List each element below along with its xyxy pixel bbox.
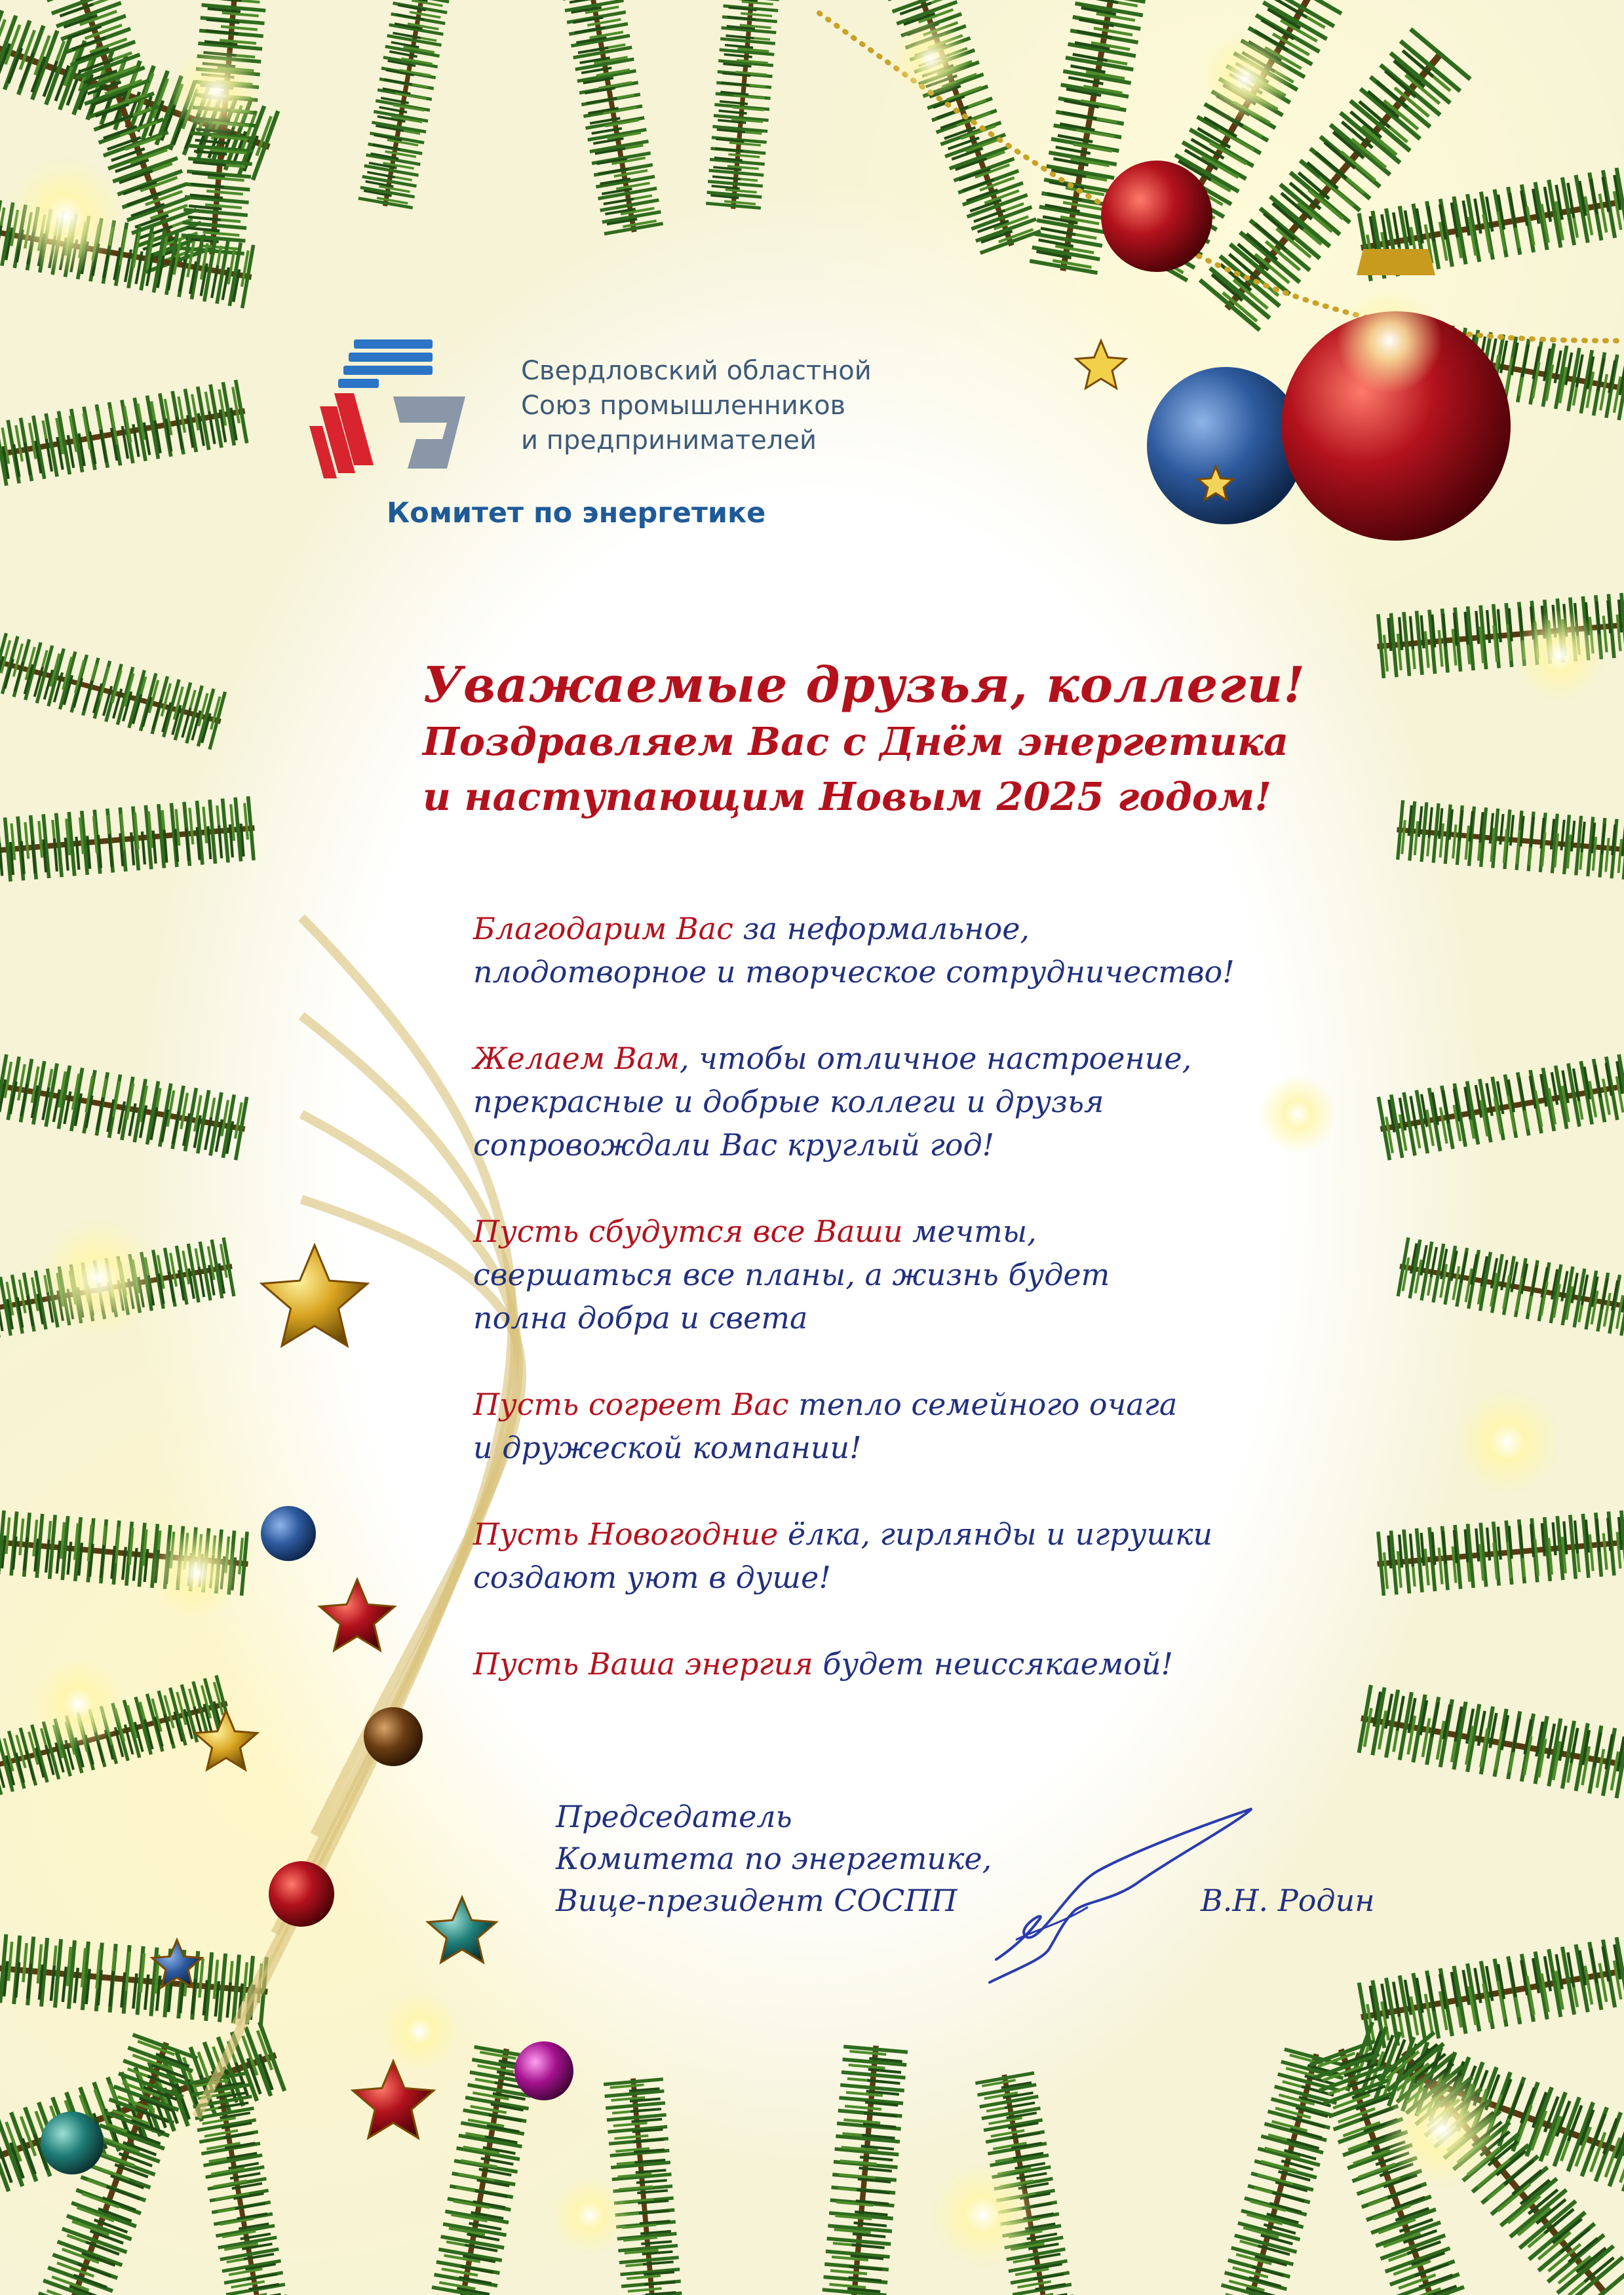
sparkle: [1514, 609, 1606, 701]
sparkle: [1337, 288, 1442, 393]
fir-branch: [1376, 1529, 1624, 1571]
sparkle: [380, 1992, 459, 2071]
fir-branch: [627, 2077, 666, 2295]
paragraph-text: полна добра и света: [473, 1300, 808, 1336]
signature-title-line: Комитета по энергетике,: [556, 1841, 992, 1876]
paragraph-text: свершаться все планы, а жизнь будет: [473, 1257, 1110, 1292]
teal-ornament: [41, 2112, 104, 2174]
sparkle: [39, 1219, 157, 1337]
headline-congrats: Поздравляем Вас с Днём энергетика: [423, 719, 1289, 764]
red-star-icon: [353, 2061, 434, 2138]
organization-name: [521, 354, 872, 458]
paragraph-text: сопровождали Вас круглый год!: [473, 1127, 995, 1163]
paragraph-lead: Желаем Вам: [473, 1041, 680, 1076]
blue-ornament: [261, 1506, 316, 1561]
paragraph-text: плодотворное и творческое сотрудничество!: [473, 954, 1235, 990]
paragraph-text: прекрасные и добрые коллеги и друзья: [473, 1084, 1104, 1119]
greeting-body: [473, 907, 1391, 1729]
brown-ornament: [364, 1707, 423, 1766]
fir-branch: [580, 0, 641, 234]
fir-branch: [0, 1074, 246, 1140]
paragraph-text: тепло семейного очага: [788, 1387, 1178, 1422]
sparkle: [151, 1527, 242, 1619]
sparkle: [170, 46, 262, 138]
paragraph-dreams: [473, 1210, 1391, 1340]
headline-greeting: Уважаемые друзья, коллеги!: [423, 656, 1306, 714]
paragraph-lead: Благодарим Вас: [473, 911, 733, 946]
signature-title-line: Вице-президент СОСПП: [556, 1883, 957, 1918]
paragraph-text: и дружеской компании!: [473, 1430, 862, 1465]
signature-title-line: Председатель: [556, 1799, 792, 1834]
fir-branch: [0, 649, 222, 731]
red-ornament: [269, 1861, 334, 1927]
paragraph-new-year: [473, 1513, 1391, 1599]
fir-branch: [0, 1958, 268, 2003]
paragraph-lead: Пусть сбудутся все Ваши: [473, 1214, 903, 1249]
small-star-icon: [1076, 341, 1126, 388]
fir-branch: [1359, 1954, 1624, 2025]
signatory-name: В.Н. Родин: [1201, 1883, 1375, 1918]
sparkle: [551, 2176, 629, 2254]
paragraph-text: ёлка, гирлянды и игрушки: [778, 1516, 1213, 1552]
fir-branch: [0, 820, 256, 862]
blue-bauble: [1147, 367, 1304, 524]
paragraph-text: создают уют в душе!: [473, 1560, 831, 1595]
paragraph-text: , чтобы отличное настроение,: [679, 1041, 1192, 1076]
paragraph-lead: Пусть Ваша энергия: [473, 1646, 813, 1682]
red-bauble-small: [1101, 161, 1212, 272]
red-star-icon: [320, 1579, 395, 1651]
paragraph-warmth: [473, 1383, 1391, 1469]
paragraph-text: мечты,: [902, 1214, 1037, 1249]
sparkle: [7, 157, 125, 275]
handwritten-signature: [976, 1796, 1278, 1992]
fir-branch: [1238, 2052, 1327, 2295]
org-name-line: Свердловский областной: [521, 356, 872, 386]
tree-top-star-icon: [261, 1245, 368, 1346]
headline: [423, 655, 1406, 824]
paragraph-wishes: [473, 1037, 1391, 1167]
fir-branch: [1378, 1070, 1624, 1136]
headline-new-year: и наступающим Новым 2025 годом!: [423, 774, 1272, 819]
fir-branch: [1399, 1256, 1624, 1317]
paragraph-lead: Пусть Новогодние: [473, 1516, 779, 1552]
paragraph-text: будет неиссякаемой!: [813, 1646, 1173, 1682]
fir-branch: [376, 0, 432, 207]
org-name-line: и предпринимателей: [521, 425, 817, 455]
paragraph-text: за неформальное,: [733, 911, 1030, 946]
sparkle: [1455, 1389, 1560, 1494]
sparkle: [33, 1658, 125, 1750]
fir-branch: [452, 2047, 518, 2295]
bauble-cap: [1357, 249, 1435, 275]
soyuz-logo-icon: [308, 334, 478, 485]
sparkle: [891, 20, 970, 98]
paragraph-thanks: [473, 907, 1391, 993]
green-star-icon: [428, 1897, 497, 1963]
sparkle: [1199, 33, 1291, 125]
magenta-ornament: [514, 2041, 573, 2100]
sparkle: [931, 2163, 1035, 2267]
sparkle: [1383, 2071, 1501, 2189]
fir-branch: [1359, 185, 1624, 256]
committee-name: Комитет по энергетике: [387, 497, 766, 530]
paragraph-energy: [473, 1642, 1391, 1686]
fir-branch: [0, 404, 247, 470]
fir-branch: [1360, 1707, 1624, 1777]
fir-branch: [1397, 819, 1624, 858]
fir-branch: [845, 2045, 887, 2295]
paragraph-lead: Пусть согреет Вас: [473, 1387, 789, 1422]
fir-branch: [724, 0, 760, 209]
org-name-line: Союз промышленников: [521, 391, 846, 421]
